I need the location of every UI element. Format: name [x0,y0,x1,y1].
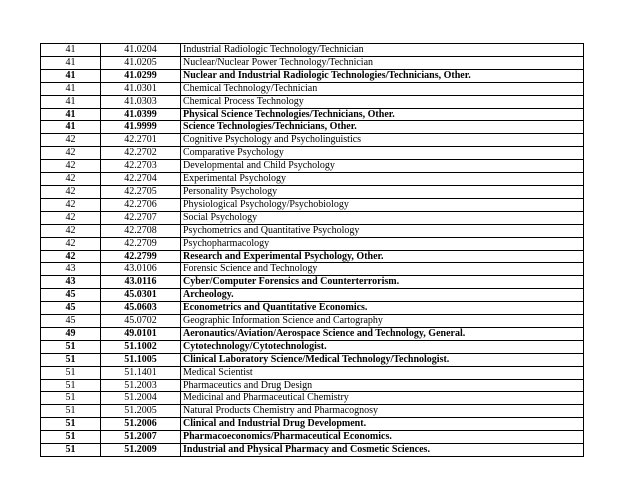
code-cell: 45.0702 [101,315,181,328]
table-row [41,418,584,431]
table-row [41,444,584,457]
code-cell: 51.1401 [101,366,181,379]
code-cell: 43.0116 [101,276,181,289]
title-cell: Natural Products Chemistry and Pharmacognosy [181,405,584,418]
code-cell: 49.0101 [101,327,181,340]
table-row [41,134,584,147]
title-cell: Nuclear/Nuclear Power Technology/Technician [181,56,584,69]
title-cell: Pharmacoeconomics/Pharmaceutical Economics. [181,431,584,444]
series-cell: 51 [41,392,101,405]
series-cell: 51 [41,405,101,418]
title-cell: Psychopharmacology [181,237,584,250]
table-row [41,108,584,121]
series-cell: 41 [41,69,101,82]
series-cell: 51 [41,444,101,457]
table-row [41,302,584,315]
series-cell: 51 [41,353,101,366]
code-cell: 51.2009 [101,444,181,457]
title-cell: Cytotechnology/Cytotechnologist. [181,340,584,353]
code-cell: 41.0303 [101,95,181,108]
table-row [41,173,584,186]
table-row [41,353,584,366]
code-cell: 42.2707 [101,211,181,224]
table-row [41,224,584,237]
code-cell: 45.0301 [101,289,181,302]
title-cell: Econometrics and Quantitative Economics. [181,302,584,315]
code-cell: 51.2004 [101,392,181,405]
series-cell: 42 [41,211,101,224]
table-row [41,431,584,444]
table-row [41,185,584,198]
table-row [41,250,584,263]
series-cell: 41 [41,121,101,134]
series-cell: 42 [41,134,101,147]
series-cell: 42 [41,147,101,160]
title-cell: Cyber/Computer Forensics and Counterterrorism. [181,276,584,289]
code-cell: 51.1005 [101,353,181,366]
series-cell: 43 [41,276,101,289]
title-cell: Industrial and Physical Pharmacy and Cosmetic Sciences. [181,444,584,457]
series-cell: 42 [41,224,101,237]
series-cell: 49 [41,327,101,340]
code-cell: 51.1002 [101,340,181,353]
series-cell: 41 [41,82,101,95]
title-cell: Nuclear and Industrial Radiologic Technologies/Technicians, Other. [181,69,584,82]
table-row [41,211,584,224]
series-cell: 42 [41,237,101,250]
title-cell: Pharmaceutics and Drug Design [181,379,584,392]
title-cell: Clinical and Industrial Drug Development. [181,418,584,431]
series-cell: 51 [41,431,101,444]
title-cell: Comparative Psychology [181,147,584,160]
table-row [41,95,584,108]
table-row [41,44,584,57]
code-cell: 42.2709 [101,237,181,250]
code-cell: 42.2701 [101,134,181,147]
table-row [41,276,584,289]
title-cell: Forensic Science and Technology [181,263,584,276]
title-cell: Research and Experimental Psychology, Other. [181,250,584,263]
title-cell: Science Technologies/Technicians, Other. [181,121,584,134]
table-row [41,121,584,134]
code-cell: 51.2003 [101,379,181,392]
code-cell: 42.2702 [101,147,181,160]
code-cell: 41.0399 [101,108,181,121]
series-cell: 41 [41,108,101,121]
code-cell: 42.2706 [101,198,181,211]
code-cell: 51.2006 [101,418,181,431]
table-row [41,82,584,95]
series-cell: 42 [41,160,101,173]
table-row [41,379,584,392]
code-cell: 51.2005 [101,405,181,418]
title-cell: Psychometrics and Quantitative Psychology [181,224,584,237]
title-cell: Physical Science Technologies/Technicians, Other. [181,108,584,121]
title-cell: Industrial Radiologic Technology/Technician [181,44,584,57]
code-cell: 41.0204 [101,44,181,57]
series-cell: 42 [41,185,101,198]
table-body [41,44,584,457]
series-cell: 45 [41,289,101,302]
table-row [41,405,584,418]
table-row [41,237,584,250]
code-cell: 42.2708 [101,224,181,237]
series-cell: 51 [41,379,101,392]
code-cell: 41.9999 [101,121,181,134]
series-cell: 42 [41,173,101,186]
code-cell: 41.0205 [101,56,181,69]
code-cell: 41.0301 [101,82,181,95]
series-cell: 41 [41,95,101,108]
title-cell: Clinical Laboratory Science/Medical Technology/Technologist. [181,353,584,366]
title-cell: Archeology. [181,289,584,302]
code-cell: 42.2705 [101,185,181,198]
code-cell: 42.2704 [101,173,181,186]
table-row [41,289,584,302]
table-row [41,263,584,276]
table-row [41,160,584,173]
table-row [41,147,584,160]
table-row [41,366,584,379]
series-cell: 42 [41,250,101,263]
title-cell: Aeronautics/Aviation/Aerospace Science and Technology, General. [181,327,584,340]
series-cell: 43 [41,263,101,276]
series-cell: 42 [41,198,101,211]
series-cell: 45 [41,302,101,315]
code-cell: 43.0106 [101,263,181,276]
cip-code-table [40,43,584,457]
code-cell: 45.0603 [101,302,181,315]
table-row [41,198,584,211]
series-cell: 51 [41,418,101,431]
title-cell: Chemical Technology/Technician [181,82,584,95]
title-cell: Medical Scientist [181,366,584,379]
series-cell: 51 [41,366,101,379]
code-cell: 42.2703 [101,160,181,173]
table-row [41,327,584,340]
series-cell: 41 [41,56,101,69]
series-cell: 51 [41,340,101,353]
code-cell: 42.2799 [101,250,181,263]
title-cell: Medicinal and Pharmaceutical Chemistry [181,392,584,405]
code-cell: 51.2007 [101,431,181,444]
title-cell: Personality Psychology [181,185,584,198]
title-cell: Cognitive Psychology and Psycholinguistics [181,134,584,147]
title-cell: Geographic Information Science and Cartography [181,315,584,328]
title-cell: Physiological Psychology/Psychobiology [181,198,584,211]
title-cell: Experimental Psychology [181,173,584,186]
title-cell: Chemical Process Technology [181,95,584,108]
table-row [41,340,584,353]
table-row [41,392,584,405]
series-cell: 41 [41,44,101,57]
title-cell: Developmental and Child Psychology [181,160,584,173]
code-cell: 41.0299 [101,69,181,82]
table-row [41,69,584,82]
title-cell: Social Psychology [181,211,584,224]
table-row [41,56,584,69]
table-row [41,315,584,328]
series-cell: 45 [41,315,101,328]
